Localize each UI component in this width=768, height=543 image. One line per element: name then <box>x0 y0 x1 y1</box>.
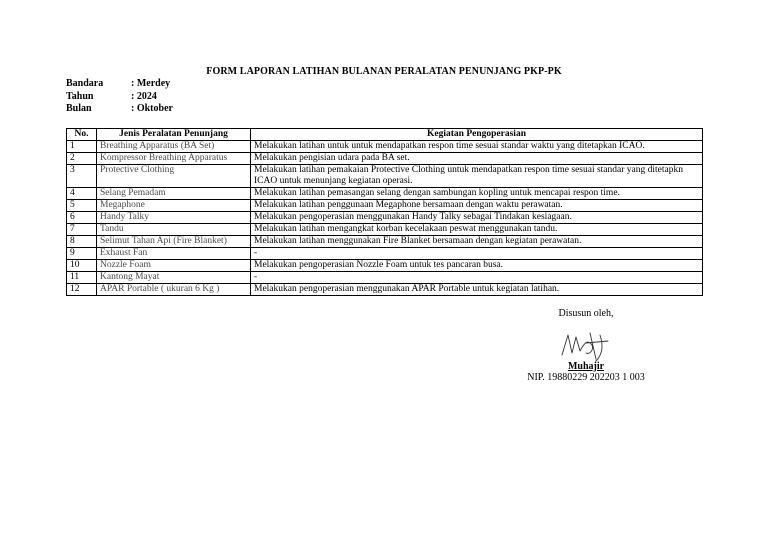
meta-row-bulan <box>66 103 173 116</box>
signature-caption: Disusun oleh, <box>558 308 614 319</box>
signer-name: Muhajir <box>567 361 605 372</box>
table-row <box>67 224 703 236</box>
meta-value: : Merdey <box>131 78 170 91</box>
handwritten-signature <box>556 325 616 365</box>
header-no: No. <box>67 129 97 141</box>
table-row <box>67 212 703 224</box>
row-kegiatan: Melakukan pengoperasian menggunakan Handy Talky sebagai Tindakan kesiagaan. <box>251 212 703 224</box>
row-no: 1 <box>67 141 97 153</box>
row-no: 8 <box>67 236 97 248</box>
row-kegiatan: Melakukan pengoperasian menggunakan APAR Portable untuk kegiatan latihan. <box>251 284 703 296</box>
table-row <box>67 165 703 188</box>
row-no: 3 <box>67 165 97 188</box>
row-no: 7 <box>67 224 97 236</box>
row-no: 9 <box>67 248 97 260</box>
table-row <box>67 248 703 260</box>
table-row <box>67 260 703 272</box>
meta-value: : Oktober <box>131 103 173 116</box>
row-jenis: Kompressor Breathing Apparatus <box>97 153 251 165</box>
report-meta <box>66 78 173 116</box>
row-kegiatan: Melakukan latihan mengangkat korban kecelakaan peswat menggunakan tandu. <box>251 224 703 236</box>
header-kegiatan: Kegiatan Pengoperasian <box>251 129 703 141</box>
row-jenis: Tandu <box>97 224 251 236</box>
row-no: 2 <box>67 153 97 165</box>
meta-label: Bulan <box>66 103 92 114</box>
row-no: 5 <box>67 200 97 212</box>
row-jenis: Exhaust Fan <box>97 248 251 260</box>
row-kegiatan: Melakukan latihan pemakaian Protective Clothing untuk mendapatkan respon time sesuai standar yang ditetapkn ICAO untuk menunjang kegiatan operasi. <box>251 165 703 188</box>
row-kegiatan: - <box>251 272 703 284</box>
table-header-row <box>67 129 703 141</box>
row-kegiatan: Melakukan latihan penggunaan Megaphone bersamaan dengan waktu perawatan. <box>251 200 703 212</box>
row-jenis: Protective Clothing <box>97 165 251 188</box>
row-no: 4 <box>67 188 97 200</box>
row-jenis: Kantong Mayat <box>97 272 251 284</box>
row-jenis: Handy Talky <box>97 212 251 224</box>
row-no: 12 <box>67 284 97 296</box>
row-kegiatan: Melakukan latihan pemasangan selang dengan sambungan kopling untuk mencapai respon time. <box>251 188 703 200</box>
meta-label: Bandara <box>66 78 104 89</box>
signature-block <box>510 308 662 383</box>
row-jenis: Selimut Tahan Api (Fire Blanket) <box>97 236 251 248</box>
meta-value: : 2024 <box>131 91 157 104</box>
meta-row-tahun <box>66 91 173 104</box>
row-kegiatan: - <box>251 248 703 260</box>
row-kegiatan: Melakukan latihan untuk untuk mendapatkan respon time sesuai standar waktu yang ditetapkan ICAO. <box>251 141 703 153</box>
row-jenis: Nozzle Foam <box>97 260 251 272</box>
meta-label: Tahun <box>66 90 94 102</box>
equipment-table <box>66 128 703 296</box>
row-kegiatan: Melakukan latihan menggunakan Fire Blanket bersamaan dengan kegiatan perawatan. <box>251 236 703 248</box>
row-no: 6 <box>67 212 97 224</box>
table-row <box>67 188 703 200</box>
signer-nip: NIP. 19880229 202203 1 003 <box>527 372 645 383</box>
table-row <box>67 141 703 153</box>
header-jenis: Jenis Peralatan Penunjang <box>97 129 251 141</box>
row-no: 11 <box>67 272 97 284</box>
meta-row-bandara <box>66 78 173 91</box>
row-no: 10 <box>67 260 97 272</box>
row-jenis: APAR Portable ( ukuran 6 Kg ) <box>97 284 251 296</box>
row-kegiatan: Melakukan pengoperasian Nozzle Foam untuk tes pancaran busa. <box>251 260 703 272</box>
row-jenis: Megaphone <box>97 200 251 212</box>
table-row <box>67 284 703 296</box>
row-jenis: Breathing Apparatus (BA Set) <box>97 141 251 153</box>
table-row <box>67 236 703 248</box>
table-row <box>67 200 703 212</box>
table-row <box>67 272 703 284</box>
row-jenis: Selang Pemadam <box>97 188 251 200</box>
table-row <box>67 153 703 165</box>
form-title: FORM LAPORAN LATIHAN BULANAN PERALATAN PENUNJANG PKP-PK <box>206 66 562 77</box>
row-kegiatan: Melakukan pengisian udara pada BA set. <box>251 153 703 165</box>
